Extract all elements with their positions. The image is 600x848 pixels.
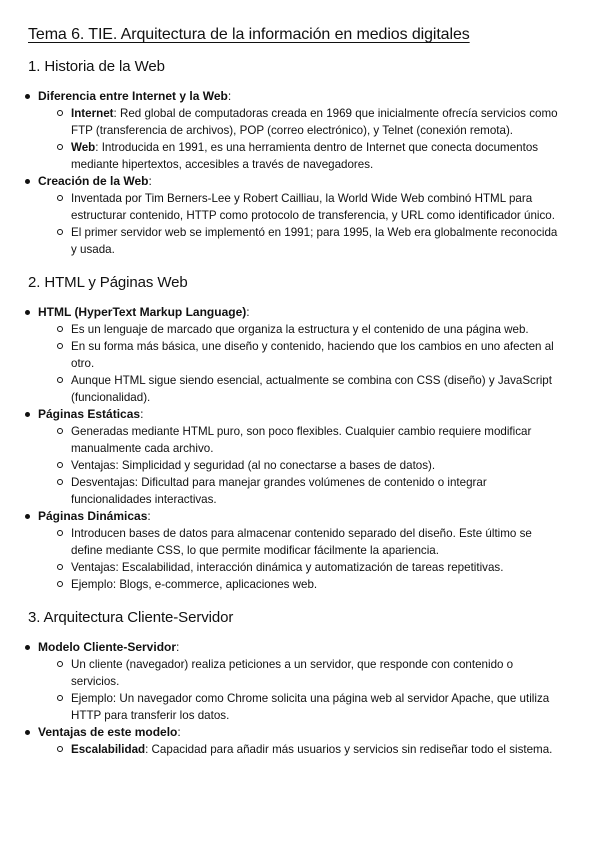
sub-item-text: Ejemplo: Un navegador como Chrome solicita una página web al servidor Apache, que utiliza HTTP para transferir los datos.: [71, 692, 550, 722]
hollow-bullet-icon: [57, 428, 63, 434]
hollow-bullet-icon: [57, 326, 63, 332]
hollow-bullet-icon: [57, 343, 63, 349]
sub-item-text: Ventajas: Escalabilidad, interacción dinámica y automatización de tareas repetitivas.: [71, 561, 504, 574]
hollow-bullet-icon: [57, 479, 63, 485]
list-item: [38, 304, 600, 406]
hollow-bullet-icon: [57, 377, 63, 383]
hollow-bullet-icon: [57, 195, 63, 201]
list-item: [38, 508, 600, 593]
section-3: [0, 609, 600, 758]
sub-list-item: [71, 559, 600, 576]
sub-item-text: En su forma más básica, une diseño y contenido, haciendo que los cambios en uno afecten al otro.: [71, 340, 554, 370]
item-label-suffix: :: [227, 89, 232, 103]
filled-bullet-icon: [25, 645, 30, 650]
sub-item-text: Generadas mediante HTML puro, son poco flexibles. Cualquier cambio requiere modificar manualmente cada archivo.: [71, 425, 532, 455]
sub-item-text: Desventajas: Dificultad para manejar grandes volúmenes de contenido o integrar funcionalidades interactivas.: [71, 476, 487, 506]
bullet-list: [0, 639, 600, 758]
sub-item-text: Es un lenguaje de marcado que organiza la estructura y el contenido de una página web.: [71, 323, 529, 336]
list-item: [38, 724, 600, 758]
sub-item-text: Ventajas: Simplicidad y seguridad (al no conectarse a bases de datos).: [71, 459, 436, 472]
section-heading: 2. HTML y Páginas Web: [28, 274, 188, 291]
filled-bullet-icon: [25, 730, 30, 735]
bullet-list: [0, 88, 600, 258]
sub-list-item: [71, 576, 600, 593]
item-label-suffix: :: [140, 407, 144, 421]
document-body: [0, 58, 600, 758]
hollow-bullet-icon: [57, 462, 63, 468]
sub-item-text: Un cliente (navegador) realiza peticiones a un servidor, que responde con contenido o servicios.: [71, 658, 514, 688]
sub-list: [38, 525, 600, 593]
sub-list: [38, 656, 600, 724]
sub-list-item: [71, 190, 600, 224]
sub-item-term: Escalabilidad: [71, 743, 146, 756]
filled-bullet-icon: [25, 179, 30, 184]
item-label: Páginas Estáticas: [38, 407, 141, 421]
item-label: Diferencia entre Internet y la Web: [38, 89, 228, 103]
sub-item-text: : Introducida en 1991, es una herramienta dentro de Internet que conecta documentos mediante hipertextos, accesibles a través de navegadores.: [71, 141, 539, 171]
sub-item-term: Internet: [71, 107, 114, 120]
filled-bullet-icon: [25, 310, 30, 315]
section-heading: 1. Historia de la Web: [28, 58, 165, 75]
sub-item-text: Aunque HTML sigue siendo esencial, actualmente se combina con CSS (diseño) y JavaScript (funcionalidad).: [71, 374, 552, 404]
sub-list-item: [71, 690, 600, 724]
hollow-bullet-icon: [57, 695, 63, 701]
sub-list-item: [71, 457, 600, 474]
list-item: [38, 639, 600, 724]
item-label-suffix: :: [177, 725, 181, 739]
item-label: Páginas Dinámicas: [38, 509, 148, 523]
section-2: [0, 274, 600, 593]
sub-list-item: [71, 423, 600, 457]
sub-list-item: [71, 139, 600, 173]
sub-list-item: [71, 338, 600, 372]
hollow-bullet-icon: [57, 144, 63, 150]
hollow-bullet-icon: [57, 581, 63, 587]
hollow-bullet-icon: [57, 229, 63, 235]
sub-list-item: [71, 105, 600, 139]
sub-list: [38, 105, 600, 173]
sub-list: [38, 321, 600, 406]
sub-item-term: Web: [71, 141, 96, 154]
sub-list-item: [71, 321, 600, 338]
item-label: Ventajas de este modelo: [38, 725, 178, 739]
item-label-suffix: :: [176, 640, 180, 654]
filled-bullet-icon: [25, 94, 30, 99]
bullet-list: [0, 304, 600, 593]
sub-list: [38, 741, 600, 758]
sub-list-item: [71, 741, 600, 758]
sub-list-item: [71, 525, 600, 559]
item-label-suffix: :: [148, 174, 152, 188]
sub-item-text: El primer servidor web se implementó en 1991; para 1995, la Web era globalmente reconocida y usada.: [71, 226, 558, 256]
sub-item-text: Inventada por Tim Berners-Lee y Robert Cailliau, la World Wide Web combinó HTML para estructurar contenido, HTTP como protocolo de transferencia, y URL como identificador único.: [71, 192, 555, 222]
section-1: [0, 58, 600, 258]
page-title: Tema 6. TIE. Arquitectura de la información en medios digitales: [28, 26, 470, 43]
sub-list: [38, 423, 600, 508]
sub-list-item: [71, 372, 600, 406]
item-label-suffix: :: [246, 305, 250, 319]
sub-list-item: [71, 474, 600, 508]
sub-list-item: [71, 224, 600, 258]
hollow-bullet-icon: [57, 564, 63, 570]
hollow-bullet-icon: [57, 661, 63, 667]
list-item: [38, 88, 600, 173]
sub-item-text: : Capacidad para añadir más usuarios y servicios sin rediseñar todo el sistema.: [145, 743, 553, 756]
section-heading: 3. Arquitectura Cliente-Servidor: [28, 609, 234, 626]
sub-list: [38, 190, 600, 258]
filled-bullet-icon: [25, 514, 30, 519]
sub-list-item: [71, 656, 600, 690]
item-label-suffix: :: [147, 509, 151, 523]
sub-item-text: : Red global de computadoras creada en 1969 que inicialmente ofrecía servicios como FTP (transferencia de archivos), POP (correo electrónico), y Telnet (conexión remota).: [71, 107, 558, 137]
list-item: [38, 173, 600, 258]
filled-bullet-icon: [25, 412, 30, 417]
hollow-bullet-icon: [57, 530, 63, 536]
list-item: [38, 406, 600, 508]
hollow-bullet-icon: [57, 110, 63, 116]
item-label: HTML (HyperText Markup Language): [38, 305, 247, 319]
sub-item-text: Ejemplo: Blogs, e-commerce, aplicaciones web.: [71, 578, 318, 591]
sub-item-text: Introducen bases de datos para almacenar contenido separado del diseño. Este último se define mediante CSS, lo que permite modificar fácilmente la apariencia.: [71, 527, 532, 557]
item-label: Creación de la Web: [38, 174, 149, 188]
item-label: Modelo Cliente-Servidor: [38, 640, 177, 654]
hollow-bullet-icon: [57, 746, 63, 752]
